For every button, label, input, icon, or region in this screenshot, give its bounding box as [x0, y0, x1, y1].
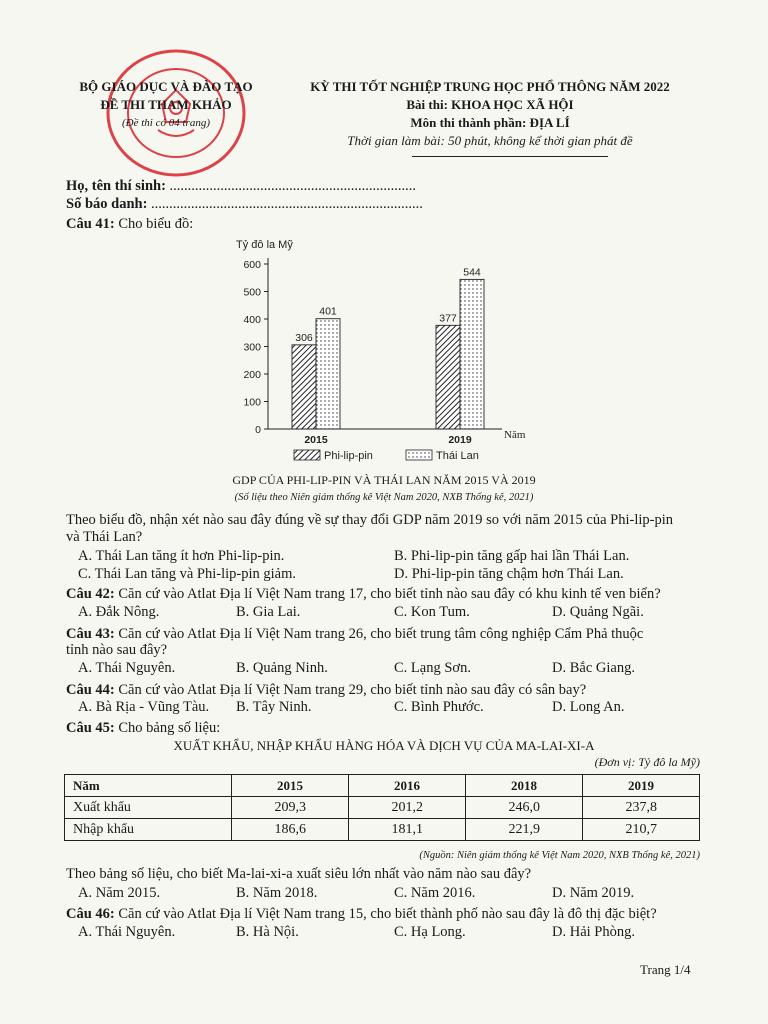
q46-option-c[interactable]: C. Hạ Long.	[394, 924, 466, 940]
q41-stem-line1: Theo biểu đồ, nhận xét nào sau đây đúng về sự thay đổi GDP năm 2019 so với năm 2015 của Phi-lip-pin	[66, 512, 673, 528]
y-axis-title: Tỷ đô la Mỹ	[236, 239, 293, 251]
table-cell: 186,6	[232, 819, 349, 841]
q44-option-b[interactable]: B. Tây Ninh.	[236, 699, 312, 715]
q46-option-a[interactable]: A. Thái Nguyên.	[78, 924, 176, 940]
q45-label: Câu 45:	[66, 720, 115, 736]
q44-option-a[interactable]: A. Bà Rịa - Vũng Tàu.	[78, 699, 210, 715]
id-label: Số báo danh:	[66, 196, 148, 212]
y-tick-label: 0	[255, 424, 261, 436]
q41-label: Câu 41:	[66, 216, 115, 232]
q45-text-line	[66, 720, 220, 737]
q45-stem: Theo bảng số liệu, cho biết Ma-lai-xi-a xuất siêu lớn nhất vào năm nào sau đây?	[66, 866, 532, 882]
q44-label: Câu 44:	[66, 682, 115, 698]
table-cell: 201,2	[349, 797, 466, 819]
table-header-cell: Năm	[65, 775, 232, 797]
bar-value-label: 377	[439, 312, 457, 325]
pages-note: (Đề thi có 04 trang)	[122, 117, 210, 129]
table-cell: 237,8	[583, 797, 700, 819]
exam-title: KỲ THI TỐT NGHIỆP TRUNG HỌC PHỔ THÔNG NĂM 2022	[310, 79, 670, 94]
y-tick-label: 200	[243, 369, 261, 381]
legend-label-thailand: Thái Lan	[436, 450, 479, 462]
table-row	[65, 797, 700, 819]
q46-option-d[interactable]: D. Hải Phòng.	[552, 924, 635, 940]
table-cell: 181,1	[349, 819, 466, 841]
y-tick-label: 500	[243, 286, 261, 299]
q46-text-line	[66, 906, 657, 923]
table-cell: 221,9	[466, 819, 583, 841]
q41-stem-line2: và Thái Lan?	[66, 529, 143, 545]
q43-option-a[interactable]: A. Thái Nguyên.	[78, 660, 176, 676]
q46-option-b[interactable]: B. Hà Nội.	[236, 924, 299, 940]
q42-option-c[interactable]: C. Kon Tum.	[394, 604, 470, 620]
q41-text: Cho biểu đồ:	[118, 216, 194, 232]
time-line: Thời gian làm bài: 50 phút, không kể thời gian phát đề	[347, 133, 633, 148]
q41-option-c[interactable]: C. Thái Lan tăng và Phi-lip-pin giảm.	[78, 566, 297, 582]
q45-option-c[interactable]: C. Năm 2016.	[394, 885, 476, 901]
trade-table	[64, 774, 700, 841]
header-left	[66, 78, 266, 132]
exam-type: ĐỀ THI THAM KHẢO	[100, 97, 232, 112]
q45-option-a[interactable]: A. Năm 2015.	[78, 885, 161, 901]
q45-text: Cho bảng số liệu:	[118, 720, 221, 736]
header-rule	[412, 156, 608, 157]
name-label: Họ, tên thí sinh:	[66, 178, 166, 194]
chart-caption: GDP CỦA PHI-LIP-PIN VÀ THÁI LAN NĂM 2015 VÀ 2019	[232, 473, 536, 487]
y-tick-label: 600	[243, 259, 261, 271]
table-cell: 210,7	[583, 819, 700, 841]
table-header-cell: 2015	[232, 775, 349, 797]
q43-text-line2: tỉnh nào sau đây?	[66, 642, 168, 658]
q44-text: Căn cứ vào Atlat Địa lí Việt Nam trang 29, cho biết tỉnh nào sau đây có sân bay?	[118, 682, 587, 698]
table-cell: 246,0	[466, 797, 583, 819]
q42-label: Câu 42:	[66, 586, 115, 602]
q43-text: Căn cứ vào Atlat Địa lí Việt Nam trang 26, cho biết trung tâm công nghiệp Cẩm Phả thuộc	[118, 626, 644, 642]
q41-intro	[66, 216, 193, 233]
candidate-id-line	[66, 196, 423, 213]
y-tick-label: 400	[243, 314, 261, 326]
chart-source: (Số liệu theo Niên giám thống kê Việt Nam 2020, NXB Thống kê, 2021)	[234, 492, 534, 503]
q43-option-c[interactable]: C. Lạng Sơn.	[394, 660, 471, 676]
q43-text-line1	[66, 626, 643, 643]
y-tick-label: 300	[243, 341, 261, 354]
x-axis-title: Năm	[504, 429, 526, 441]
y-tick-label: 100	[243, 396, 261, 409]
bar-value-label: 401	[319, 305, 337, 318]
bar-philippines-2019	[436, 325, 460, 429]
x-tick-label: 2015	[304, 434, 328, 446]
table-title: XUẤT KHẨU, NHẬP KHẨU HÀNG HÓA VÀ DỊCH VỤ CỦA MA-LAI-XI-A	[173, 738, 595, 753]
bar-thailand-2015	[316, 319, 340, 429]
table-header-cell: 2018	[466, 775, 583, 797]
id-dots: ...........................................................................	[151, 196, 423, 212]
table-unit: (Đơn vị: Tỷ đô la Mỹ)	[594, 755, 700, 769]
q42-text: Căn cứ vào Atlat Địa lí Việt Nam trang 17, cho biết tỉnh nào sau đây có khu kinh tế ven biển?	[118, 586, 661, 602]
q46-text: Căn cứ vào Atlat Địa lí Việt Nam trang 15, cho biết thành phố nào sau đây là đô thị đặc biệt?	[118, 906, 657, 922]
table-row-label: Xuất khẩu	[65, 797, 232, 819]
subject-line: Bài thi: KHOA HỌC XÃ HỘI	[406, 97, 574, 112]
legend-swatch-thailand	[406, 450, 432, 460]
bar-philippines-2015	[292, 345, 316, 429]
legend-label-philippines: Phi-lip-pin	[324, 450, 373, 462]
page-number: Trang 1/4	[640, 962, 691, 977]
q42-option-d[interactable]: D. Quảng Ngãi.	[552, 604, 644, 620]
bar-value-label: 306	[295, 331, 313, 344]
ministry-name: BỘ GIÁO DỤC VÀ ĐÀO TẠO	[79, 79, 253, 94]
table-row	[65, 819, 700, 841]
table-row-label: Nhập khẩu	[65, 819, 232, 841]
q41-option-b[interactable]: B. Phi-lip-pin tăng gấp hai lần Thái Lan.	[394, 548, 630, 564]
q46-label: Câu 46:	[66, 906, 115, 922]
bar-thailand-2019	[460, 279, 484, 429]
q44-text-line	[66, 682, 586, 699]
q41-option-d[interactable]: D. Phi-lip-pin tăng chậm hơn Thái Lan.	[394, 566, 624, 582]
q42-text-line	[66, 586, 661, 603]
table-source: (Nguồn: Niên giám thống kê Việt Nam 2020, NXB Thống kê, 2021)	[419, 850, 700, 861]
table-cell: 209,3	[232, 797, 349, 819]
legend-swatch-philippines	[294, 450, 320, 460]
q44-option-c[interactable]: C. Bình Phước.	[394, 699, 484, 715]
q45-option-b[interactable]: B. Năm 2018.	[236, 885, 318, 901]
name-dots: ....................................................................	[169, 178, 417, 194]
q43-label: Câu 43:	[66, 626, 115, 642]
x-tick-label: 2019	[448, 434, 472, 446]
q43-option-d[interactable]: D. Bắc Giang.	[552, 660, 635, 676]
table-header-row	[65, 775, 700, 797]
header-right	[270, 78, 710, 150]
q44-option-d[interactable]: D. Long An.	[552, 699, 625, 715]
component-line: Môn thi thành phần: ĐỊA LÍ	[410, 115, 570, 130]
table-header-cell: 2019	[583, 775, 700, 797]
q42-option-a[interactable]: A. Đắk Nông.	[78, 604, 160, 620]
table-header-cell: 2016	[349, 775, 466, 797]
q43-option-b[interactable]: B. Quảng Ninh.	[236, 660, 328, 676]
q45-option-d[interactable]: D. Năm 2019.	[552, 885, 635, 901]
q42-option-b[interactable]: B. Gia Lai.	[236, 604, 301, 620]
gdp-bar-chart	[228, 236, 548, 466]
bar-value-label: 544	[463, 266, 481, 279]
q41-option-a[interactable]: A. Thái Lan tăng ít hơn Phi-lip-pin.	[78, 548, 285, 564]
candidate-name-line	[66, 178, 416, 195]
